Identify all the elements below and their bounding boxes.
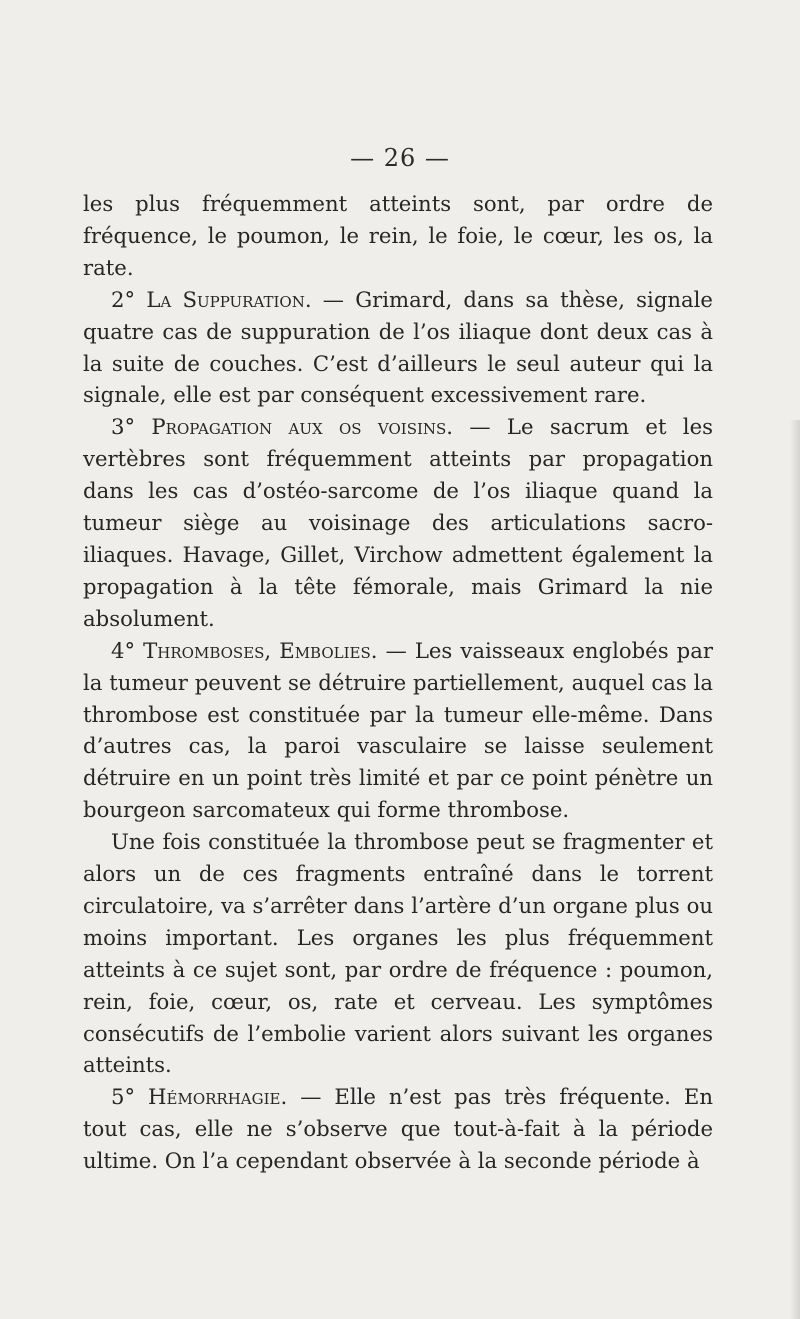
paragraph-text: Une fois constituée la thrombose peut se fragmenter et alors un de ces fragments entraîné dans le torrent circulatoire, va s’arrêter dans l’artère d’un organe plus ou moins important. Les organes les plus fréquemment atteints à ce sujet sont, par ordre de fréquence : poumon, rein, foie, cœur, os, rate et cerveau. Les symptômes consécutifs de l’embolie varient alors suivant les organes atteints. xyxy=(83,829,713,1078)
section-heading: Thromboses, Embolies xyxy=(143,637,371,663)
section-thromboses xyxy=(83,635,713,826)
page-number: — 26 — xyxy=(350,144,450,172)
section-body: . — Le sacrum et les vertèbres sont fréquemment atteints par propagation dans les cas d’ostéo-sarcome de l’os iliaque quand la tumeur siège au voisinage des articulations sacro-iliaques. Havage, Gillet, Virchow admettent également la propagation à la tête fémorale, mais Grimard la nie absolument. xyxy=(83,414,713,631)
paragraph-continuation xyxy=(83,188,713,284)
section-number: 5° xyxy=(111,1084,136,1110)
section-heading: Hémorrhagie xyxy=(148,1084,281,1110)
section-hemorrhagie xyxy=(83,1081,713,1177)
section-body: . — Grimard, dans sa thèse, signale quatre cas de suppuration de l’os iliaque dont deux cas à la suite de couches. C’est d’ailleurs le seul auteur qui la signale, elle est par conséquent excessivement rare. xyxy=(83,286,713,408)
section-number: 4° xyxy=(111,637,136,663)
body-text xyxy=(83,188,713,1177)
paragraph-text: les plus fréquemment atteints sont, par ordre de fréquence, le poumon, le rein, le foie, le cœur, les os, la rate. xyxy=(83,191,713,280)
section-suppuration xyxy=(83,284,713,412)
paragraph-embolie xyxy=(83,826,713,1081)
section-heading: Propagation aux os voisins xyxy=(151,414,447,440)
section-number: 2° xyxy=(111,286,136,312)
section-number: 3° xyxy=(111,414,136,440)
section-propagation xyxy=(83,411,713,634)
section-heading: La Suppuration xyxy=(146,286,305,312)
scan-shadow xyxy=(790,420,800,1319)
section-body: . — Elle n’est pas très fréquente. En tout cas, elle ne s’observe que tout-à-fait à la période ultime. On l’a cependant observée à la seconde période à xyxy=(83,1084,713,1174)
section-body: . — Les vaisseaux englobés par la tumeur peuvent se détruire partiellement, auquel cas la thrombose est constituée par la tumeur elle-même. Dans d’autres cas, la paroi vasculaire se laisse seulement détruire en un point très limité et par ce point pénètre un bourgeon sarcomateux qui forme thrombose. xyxy=(83,637,713,823)
